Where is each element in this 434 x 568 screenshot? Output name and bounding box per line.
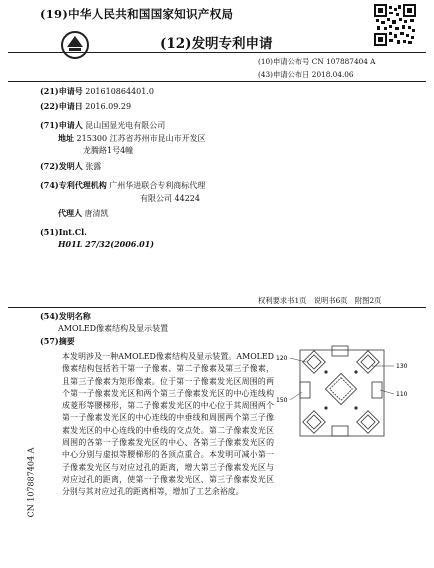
page-summary: 权利要求书1页 说明书6页 附图2页: [258, 296, 382, 305]
inventor-field: [40, 161, 101, 172]
filing-date-code: (22): [40, 101, 59, 111]
app-no-code: (21): [40, 86, 59, 96]
publication-date-line: [258, 70, 354, 80]
doc-kind-text: 发明专利申请: [191, 36, 273, 52]
figure-label-110: 110: [396, 391, 408, 398]
ipc-classification: H01L 27/32(2006.01): [58, 239, 155, 249]
header-divider-bottom: [8, 81, 426, 82]
sipo-logo-icon: [60, 30, 90, 60]
address-field: [58, 133, 206, 144]
office-header: [40, 6, 233, 22]
app-no-label: 申请号: [58, 86, 83, 96]
agent-value: 唐清凯: [84, 209, 109, 218]
filing-date-field: [40, 101, 131, 112]
document-kind: [160, 32, 273, 52]
doc-kind-code: (12): [160, 36, 192, 52]
ipc-field: [40, 227, 87, 237]
applicant-value: 昆山国显光电有限公司: [85, 121, 166, 130]
applicant-label: 申请人: [58, 120, 83, 130]
inventor-code: (72): [40, 161, 59, 171]
summary-divider: [8, 307, 426, 308]
abstract-field: [40, 336, 75, 347]
applicant-code: (71): [40, 120, 59, 130]
agency-line1: 广州华进联合专利商标代理: [109, 181, 206, 190]
agency-code: (74): [40, 180, 59, 190]
pub-no-value: CN 107887404 A: [311, 57, 376, 66]
invention-title: AMOLED像素结构及显示装置: [58, 324, 169, 333]
figure-label-150: 150: [276, 397, 288, 404]
side-publication-number: CN 107887404 A: [26, 447, 36, 518]
pub-no-label: 申请公布号: [272, 57, 310, 66]
qr-code-icon: [374, 4, 416, 46]
header-divider-top: [8, 52, 426, 53]
ipc-label: Int.Cl.: [58, 227, 87, 237]
pub-date-code: (43): [258, 70, 273, 79]
office-code: (19): [40, 7, 69, 21]
agency-label: 专利代理机构: [58, 180, 107, 190]
agency-line2: 有限公司 44224: [140, 194, 200, 203]
inventor-label: 发明人: [58, 161, 83, 171]
inventor-value: 张露: [85, 162, 102, 171]
application-number-field: [40, 86, 154, 97]
agent-field: [58, 208, 109, 219]
pub-date-value: 2018.04.06: [311, 70, 354, 79]
ipc-code-num: (51): [40, 227, 59, 237]
agency-field: [40, 180, 205, 191]
ipc-value: [58, 239, 154, 249]
abstract-code: (57): [40, 336, 59, 346]
title-code: (54): [40, 311, 59, 321]
title-label: 发明名称: [58, 311, 91, 321]
address-line2: 龙腾路1号4幢: [83, 146, 134, 155]
figure-label-130: 130: [396, 363, 408, 370]
filing-date-value: 2016.09.29: [85, 102, 132, 111]
figure-label-120: 120: [276, 355, 288, 362]
office-name: 中华人民共和国国家知识产权局: [68, 7, 234, 21]
title-field: [40, 311, 91, 322]
address-label: 地址: [58, 133, 74, 143]
publication-number-line: [258, 57, 375, 67]
app-no-value: 201610864401.0: [85, 87, 154, 96]
pixel-structure-figure: [276, 342, 420, 452]
applicant-field: [40, 120, 165, 131]
pub-no-code: (10): [258, 57, 273, 66]
abstract-label: 摘要: [58, 336, 75, 346]
agent-label: 代理人: [58, 208, 82, 218]
address-line1: 215300 江苏省苏州市昆山市开发区: [76, 134, 206, 143]
pub-date-label: 申请公布日: [272, 70, 310, 79]
filing-date-label: 申请日: [58, 101, 83, 111]
abstract-text: 本发明涉及一种AMOLED像素结构及显示装置。AMOLED像素结构包括若干第一子像素、第二子像素及第三子像素，且第三子像素为矩形像素。位于第一子像素发光区周围的两个第一子像素发光区和两个第三子像素发光区的中心连线构成菱形等腰梯形，第二子像素发光区的中心位于其周围两个第一子像素发光区的中心连线的中垂线和周围两个第三子像素发光区的中心连线的中垂线的交点处。第二子像素发光区周围的各第一子像素发光区的中心、各第三子像素发光区的中心分别与虚拟等腰梯形的各顶点重合。本发明可减小第一子像素发光区与对应过孔的距离，增大第三子像素发光区与对应过孔的距离，使第一子像素发光区、第三子像素发光区分别与其对应过孔的距离相等，增加了工艺余裕度。: [62, 352, 274, 497]
